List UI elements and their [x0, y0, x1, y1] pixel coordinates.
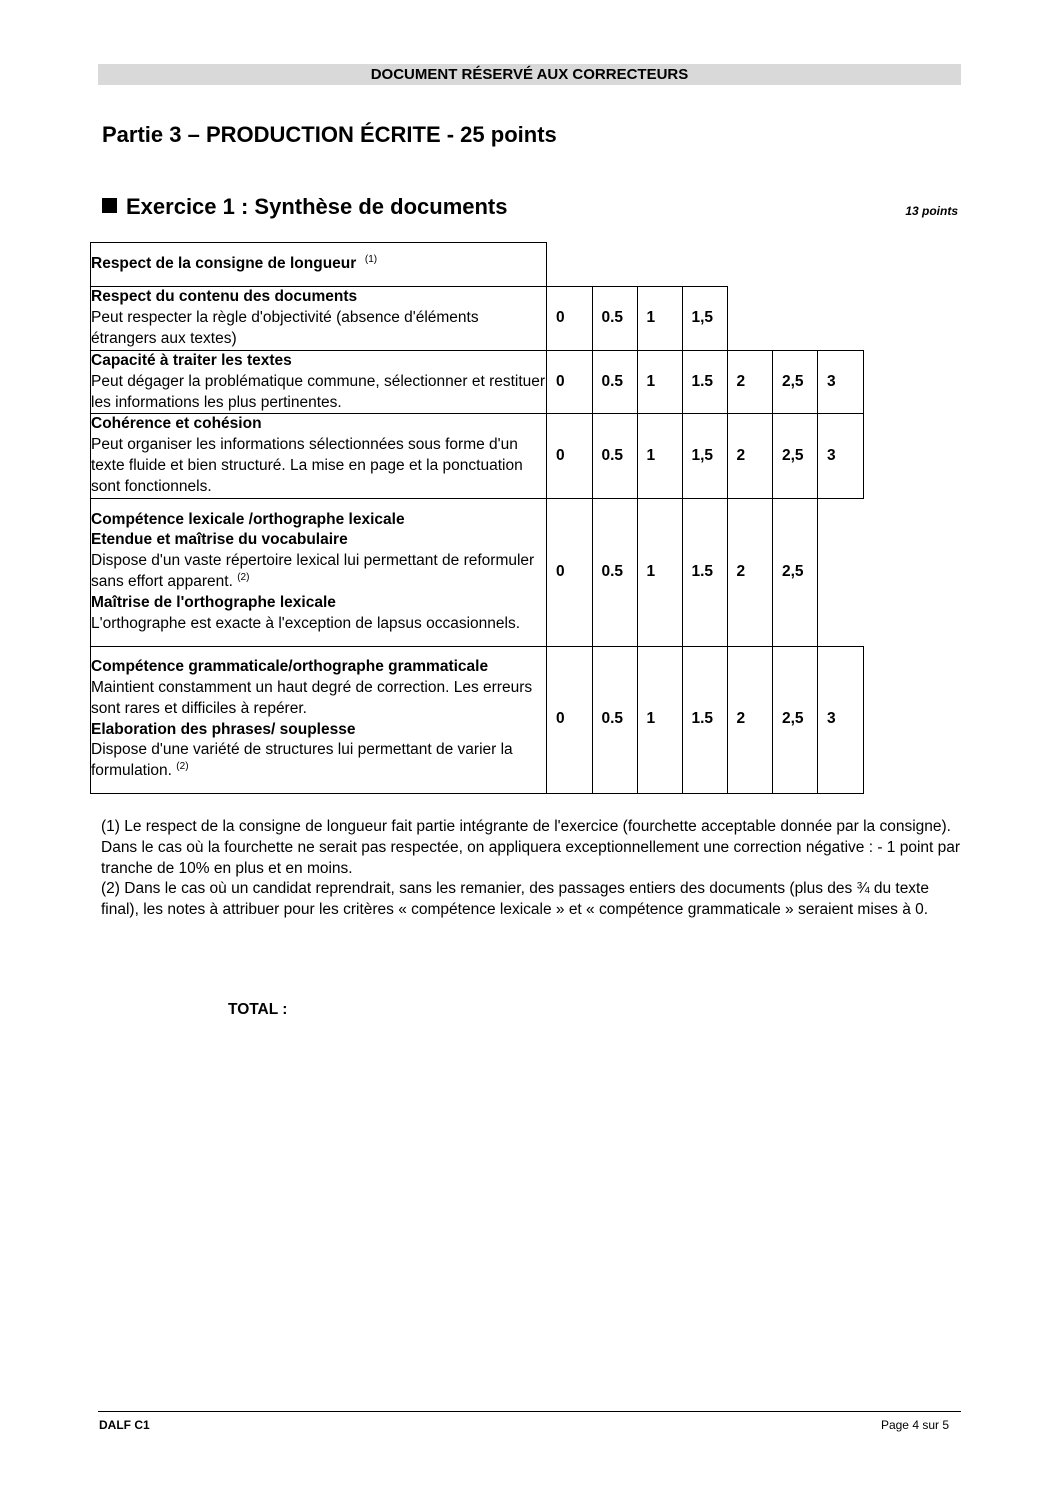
criterion-cell: [91, 287, 547, 351]
exercise-points: 13 points: [905, 204, 958, 218]
criterion-desc: Peut respecter la règle d'objectivité (absence d'éléments étrangers aux textes): [91, 309, 479, 347]
criterion-title: Capacité à traiter les textes: [91, 352, 292, 369]
footnote-1-detail: Dans le cas où la fourchette ne serait pas respectée, on appliquera exceptionnellement une correction négative : - 1 point par tranche de 10% en plus et en moins.: [101, 838, 961, 877]
criterion-row: [91, 243, 864, 287]
criterion-title: Compétence grammaticale/orthographe grammaticale: [91, 658, 489, 676]
criterion-desc: Maintient constamment un haut degré de correction. Les erreurs sont rares et difficiles à repérer.: [91, 678, 533, 717]
criterion-title: Respect de la consigne de longueur: [91, 255, 357, 273]
score-cell[interactable]: 0.5: [592, 498, 637, 646]
criterion-row: [91, 498, 864, 646]
criterion-title: Cohérence et cohésion: [91, 415, 262, 433]
score-cell[interactable]: 1,5: [682, 287, 727, 351]
score-cell[interactable]: 1: [637, 646, 682, 793]
total-label: TOTAL :: [228, 1001, 288, 1018]
criterion-row: [91, 414, 864, 498]
score-cell[interactable]: 1: [637, 414, 682, 498]
criterion-subtitle: Maîtrise de l'orthographe lexicale: [91, 593, 336, 611]
score-cell[interactable]: 1: [637, 498, 682, 646]
score-cell[interactable]: 2,5: [773, 646, 818, 793]
score-cell[interactable]: 0: [547, 287, 593, 351]
score-cell[interactable]: 2,5: [773, 414, 818, 498]
score-cell[interactable]: 1,5: [682, 414, 727, 498]
footnote-ref: (1): [364, 253, 378, 265]
footnote-2: (2) Dans le cas où un candidat reprendrait, sans les remanier, des passages entiers des documents (plus des ¾ du texte final), les notes à attribuer pour les critères « compétence lexicale » et « compétence grammaticale » seraient mises à 0.: [101, 880, 929, 919]
criterion-desc: Dispose d'une variété de structures lui permettant de varier la formulation. $^{(2)}$: [91, 741, 513, 780]
footnote-ref: (2): [237, 571, 250, 583]
square-bullet-icon: [102, 198, 117, 213]
criterion-row: [91, 351, 864, 414]
footnote-1: (1) Le respect de la consigne de longueur fait partie intégrante de l'exercice (fourchette acceptable donnée par la consigne).: [101, 818, 951, 835]
score-cell[interactable]: 3: [818, 351, 864, 414]
score-cell[interactable]: 0: [547, 498, 593, 646]
part-title: Partie 3 – PRODUCTION ÉCRITE - 25 points: [102, 122, 557, 147]
score-cell[interactable]: 1.5: [682, 646, 727, 793]
score-cell[interactable]: 2,5: [773, 498, 818, 646]
score-cell[interactable]: 1.5: [682, 498, 727, 646]
score-cell[interactable]: 2,5: [773, 351, 818, 414]
criterion-subtitle: Elaboration des phrases/ souplesse: [91, 720, 356, 738]
criterion-desc: L'orthographe est exacte à l'exception de lapsus occasionnels.: [91, 614, 520, 632]
score-cell[interactable]: 1: [637, 287, 682, 351]
footer-exam-name: DALF C1: [99, 1418, 150, 1432]
footnote-ref: (2): [176, 761, 189, 773]
score-cell[interactable]: 2: [727, 498, 773, 646]
footer-divider: [98, 1411, 961, 1412]
score-cell[interactable]: 3: [818, 414, 864, 498]
score-cell[interactable]: 2: [727, 646, 773, 793]
exercise-title-text: Exercice 1 : Synthèse de documents: [126, 194, 508, 219]
criterion-row: [91, 287, 864, 351]
criterion-row: [91, 646, 864, 793]
criterion-desc: Dispose d'un vaste répertoire lexical lui permettant de reformuler sans effort apparent. $^{(2)}$: [91, 552, 535, 591]
criterion-title: Respect du contenu des documents: [91, 288, 358, 306]
criterion-cell: [91, 351, 547, 414]
score-cell[interactable]: 0: [547, 351, 593, 414]
footnotes: [101, 817, 963, 921]
exercise-title: [102, 194, 508, 220]
criterion-desc: Peut dégager la problématique commune, sélectionner et restituer les informations les plus pertinentes.: [91, 372, 546, 411]
score-cell[interactable]: 0.5: [592, 287, 637, 351]
footer-page-number: Page 4 sur 5: [880, 1418, 949, 1432]
score-cell[interactable]: 0: [547, 646, 593, 793]
criterion-title: Compétence lexicale /orthographe lexicale: [91, 510, 405, 528]
score-cell[interactable]: 0.5: [592, 414, 637, 498]
reserved-header: DOCUMENT RÉSERVÉ AUX CORRECTEURS: [98, 64, 961, 85]
criterion-desc: Peut organiser les informations sélectionnées sous forme d'un texte fluide et bien structuré. La mise en page et la ponctuation sont fonctionnels.: [91, 436, 523, 495]
criterion-subtitle: Etendue et maîtrise du vocabulaire: [91, 531, 348, 549]
score-cell[interactable]: 0: [547, 414, 593, 498]
score-cell[interactable]: 1: [637, 351, 682, 414]
criterion-cell: [91, 498, 547, 646]
score-cell[interactable]: 1.5: [682, 351, 727, 414]
grading-grid: [90, 242, 864, 794]
criterion-cell: [91, 243, 547, 287]
criterion-cell: [91, 414, 547, 498]
score-cell[interactable]: 0.5: [592, 646, 637, 793]
score-cell[interactable]: 3: [818, 646, 864, 793]
criterion-cell: [91, 646, 547, 793]
score-cell[interactable]: 2: [727, 351, 773, 414]
score-cell[interactable]: 2: [727, 414, 773, 498]
score-cell[interactable]: 0.5: [592, 351, 637, 414]
